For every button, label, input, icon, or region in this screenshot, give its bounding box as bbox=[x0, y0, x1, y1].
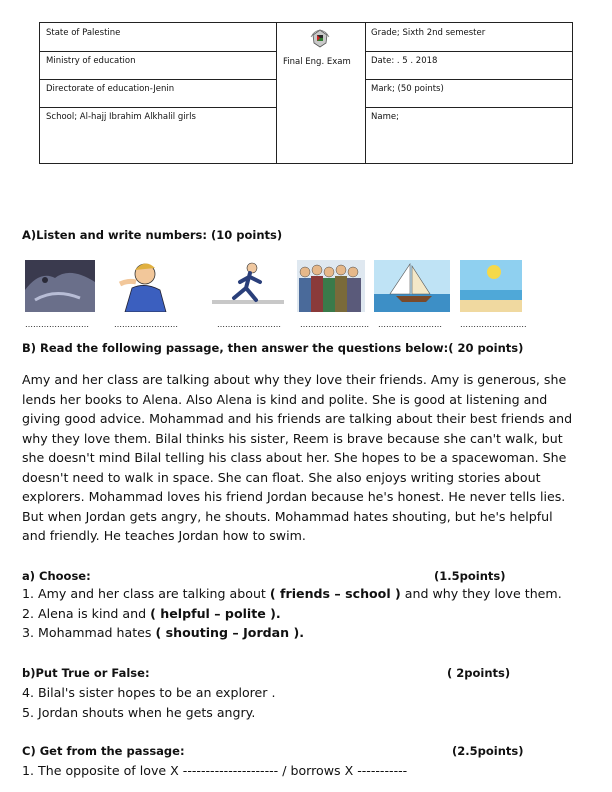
crowd-picture bbox=[297, 260, 365, 312]
passage-line: giving good advice. Mohammad and his friends are talking about their best friends and bbox=[22, 411, 573, 426]
table-divider bbox=[365, 23, 366, 163]
answer-blank[interactable]: …………………… bbox=[217, 320, 281, 329]
sailboat-picture bbox=[374, 260, 450, 312]
table-divider bbox=[276, 23, 277, 163]
question-2-options[interactable]: ( helpful – polite ). bbox=[150, 606, 281, 621]
question-1-options[interactable]: ( friends – school ) bbox=[269, 586, 401, 601]
choose-points: (1.5points) bbox=[434, 569, 506, 583]
running-man-picture bbox=[212, 260, 284, 312]
passage-line: lends her books to Alena. Also Alena is kind and polite. She is good at listening and bbox=[22, 391, 548, 407]
answer-blank[interactable]: ……………………. bbox=[460, 320, 527, 329]
choose-title: a) Choose: bbox=[22, 569, 91, 583]
palestine-emblem-icon bbox=[308, 27, 332, 49]
table-divider bbox=[40, 51, 276, 52]
question-3 bbox=[22, 625, 304, 640]
mark-label: Mark; (50 points) bbox=[371, 84, 444, 94]
passage-line: doesn't need to walk in space. She can float. She also enjoys writing stories about bbox=[22, 469, 541, 485]
question-5: 5. Jordan shouts when he gets angry. bbox=[22, 705, 256, 720]
boy-blowing-picture bbox=[110, 260, 190, 312]
true-false-points: ( 2points) bbox=[447, 666, 511, 680]
answer-blank[interactable]: …………………… bbox=[378, 320, 442, 329]
beach-picture bbox=[460, 260, 522, 312]
passage-line: explorers. Mohammad loves his friend Jordan because he's honest. He never tells lies. bbox=[22, 489, 566, 504]
directorate-label: Directorate of education-Jenin bbox=[46, 84, 175, 94]
question-3-options[interactable]: ( shouting – Jordan ). bbox=[155, 625, 305, 640]
get-question-1: 1. The opposite of love X --------------------- / borrows X ----------- bbox=[22, 763, 408, 778]
get-title: C) Get from the passage: bbox=[22, 744, 185, 758]
question-4: 4. Bilal's sister hopes to be an explorer . bbox=[22, 685, 276, 700]
answer-blank[interactable]: …………………… bbox=[114, 320, 178, 329]
question-2-text: 2. Alena is kind and bbox=[22, 606, 151, 621]
table-divider bbox=[365, 107, 572, 108]
question-1-text: 1. Amy and her class are talking about bbox=[22, 586, 270, 601]
passage-line: she doesn't mind Bilal telling his class about her. She hopes to be a spacewoman. She bbox=[22, 450, 567, 465]
get-points: (2.5points) bbox=[452, 744, 524, 758]
question-3-text: 3. Mohammad hates bbox=[22, 625, 156, 640]
exam-header-table bbox=[39, 22, 573, 164]
table-divider bbox=[365, 79, 572, 80]
question-1 bbox=[22, 586, 562, 601]
cave-picture bbox=[25, 260, 95, 312]
table-divider bbox=[40, 79, 276, 80]
name-label: Name; bbox=[371, 112, 399, 122]
section-a-title: A)Listen and write numbers: (10 points) bbox=[22, 228, 283, 242]
answer-blank[interactable]: …………………….. bbox=[300, 320, 370, 329]
section-b-title: B) Read the following passage, then answer the questions below:( 20 points) bbox=[22, 341, 524, 355]
exam-title: Final Eng. Exam bbox=[283, 57, 351, 67]
passage-line: and friendly. He teaches Jordan how to swim. bbox=[22, 528, 306, 543]
table-divider bbox=[365, 51, 572, 52]
answer-blank[interactable]: …………………… bbox=[25, 320, 89, 329]
school-label: School; Al-hajj Ibrahim Alkhalil girls bbox=[46, 112, 196, 122]
passage-line: Amy and her class are talking about why they love their friends. Amy is generous, she bbox=[22, 372, 567, 387]
passage-line: But when Jordan gets angry, he shouts. Mohammad hates shouting, but he's helpful bbox=[22, 508, 553, 524]
question-1-text-end: and why they love them. bbox=[400, 586, 562, 601]
question-2 bbox=[22, 606, 281, 621]
grade-label: Grade; Sixth 2nd semester bbox=[371, 28, 486, 38]
date-label: Date: . 5 . 2018 bbox=[371, 56, 438, 66]
table-divider bbox=[40, 107, 276, 108]
state-label: State of Palestine bbox=[46, 28, 121, 38]
reading-passage bbox=[22, 370, 590, 546]
passage-line: why they love them. Bilal thinks his sister, Reem is brave because she can't walk, but bbox=[22, 430, 563, 446]
ministry-label: Ministry of education bbox=[46, 56, 136, 66]
true-false-title: b)Put True or False: bbox=[22, 666, 150, 680]
